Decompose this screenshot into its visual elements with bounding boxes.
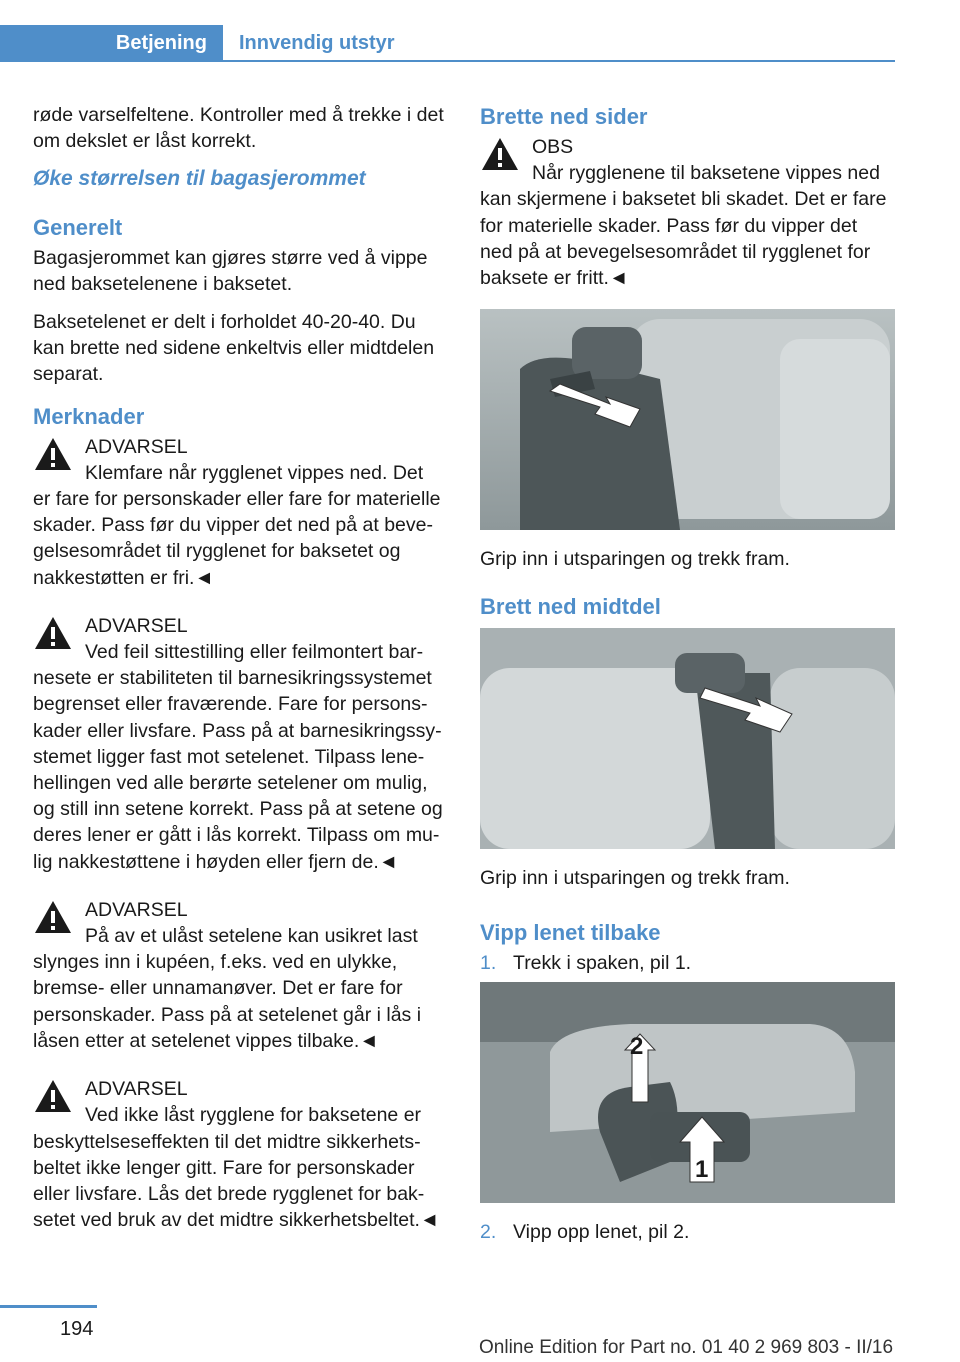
left-column (33, 102, 448, 1255)
photo-fold-middle-section (480, 628, 895, 849)
general-paragraph-2: Baksetelenet er delt i forholdet 40-20-40. Du kan brette ned sidene enkeltvis eller midtdelen separat. (33, 311, 435, 386)
notes-heading: Merknader (33, 403, 145, 429)
warning-text-first: På av et ulåst setelene kan usikret last (85, 925, 418, 948)
page-header (0, 25, 895, 61)
edition-text: Online Edition for Part no. 01 40 2 969 803 - II/16 (479, 1337, 894, 1358)
middle-heading: Brett ned midtdel (480, 594, 661, 620)
arrow-label-1: 1 (695, 1155, 709, 1183)
warning-block-4 (33, 1076, 448, 1233)
warning-title: ADVARSEL (85, 898, 188, 921)
step-2 (480, 1219, 895, 1245)
caption-2: Grip inn i utsparingen og trekk fram. (480, 867, 790, 890)
warning-text-rest: slynges inn i kupéen, f.eks. ved en ulykke, bremse- eller unnamanøver. Det er fare for personskader. Pass på at setelenet går i lås i låsen etter at setelenet vippes tilbake.◄ (33, 951, 422, 1052)
warning-triangle-icon (33, 615, 73, 651)
warning-text-first: Klemfare når rygglenet vippes ned. Det (85, 461, 424, 484)
warning-title: ADVARSEL (85, 1078, 188, 1101)
footer-divider (0, 1305, 97, 1308)
right-column (480, 102, 895, 1251)
warning-triangle-icon (33, 899, 73, 935)
step-text: Vipp opp lenet, pil 2. (513, 1220, 690, 1243)
general-paragraph-1: Bagasjerommet kan gjøres større ved å vippe ned baksetelenene i baksetet. (33, 246, 428, 295)
warning-block-3 (33, 897, 448, 1054)
warning-text-rest: er fare for personskader eller fare for materielle skader. Pass før du vipper det ned på at beve- gelsesområdet til rygglenet for baksetet og nakkestøtten er fri.◄ (33, 488, 441, 589)
header-divider (0, 60, 895, 62)
sides-heading: Brette ned sider (480, 104, 648, 129)
step-text: Trekk i spaken, pil 1. (513, 951, 692, 974)
general-heading: Generelt (33, 214, 123, 240)
warning-block-2 (33, 613, 448, 875)
page-number: 194 (60, 1318, 94, 1340)
obs-text-first: Når rygglenene til baksetene vippes ned (532, 162, 880, 185)
warning-text-rest: nesete er stabiliteten til barnesikringssystemet begrenset eller fraværende. Fare for persons- kader eller livsfare. Pass på at barnesikringssy- stemet ligger fast mot setelenet. Tilpass lene- hellingen ved alle berørte setelener om mulig, og still inn setene korrekt. Pass på at setene og deres lener er gått i lås korrekt. Tilpass om mu- lig nakkestøttene i høyden eller fjern de.◄ (33, 667, 443, 873)
warning-block-1 (33, 434, 448, 591)
section-title: Øke størrelsen til bagasjerommet (33, 167, 366, 191)
warning-triangle-icon (480, 136, 520, 172)
intro-paragraph: røde varselfeltene. Kontroller med å trekke i det om dekslet er låst korrekt. (33, 104, 444, 153)
obs-block (480, 134, 895, 291)
warning-triangle-icon (33, 1078, 73, 1114)
step-1 (480, 950, 895, 976)
warning-title: ADVARSEL (85, 435, 188, 458)
warning-text-first: Ved ikke låst rygglene for baksetene er (85, 1104, 422, 1127)
caption-1: Grip inn i utsparingen og trekk fram. (480, 548, 790, 571)
warning-triangle-icon (33, 436, 73, 472)
warning-text-first: Ved feil sittestilling eller feilmontert bar- (85, 641, 424, 664)
tilt-heading: Vipp lenet tilbake (480, 919, 661, 945)
photo-tilt-backrest (480, 982, 895, 1203)
arrow-label-2: 2 (630, 1032, 644, 1060)
photo-fold-side-backrest (480, 309, 895, 530)
obs-title: OBS (532, 136, 574, 158)
obs-text-rest: kan skjermene i baksetet bli skadet. Det er fare for materielle skader. Pass før du vipper det ned på at bevegelsesområdet til rygglenet for baksete er fritt.◄ (480, 188, 887, 290)
tab-innvendig-utstyr[interactable]: Innvendig utstyr (239, 32, 395, 54)
step-number: 2. (480, 1220, 497, 1243)
step-number: 1. (480, 951, 497, 974)
tab-betjening[interactable]: Betjening (0, 25, 223, 61)
warning-title: ADVARSEL (85, 614, 188, 637)
warning-text-rest: beskyttelseseffekten til det midtre sikkerhets- beltet ikke lenger gitt. Fare for personskader eller livsfare. Lås det brede rygglenet for bak- setet ved bruk av det midtre sikkerhetsbeltet.◄ (33, 1130, 440, 1232)
